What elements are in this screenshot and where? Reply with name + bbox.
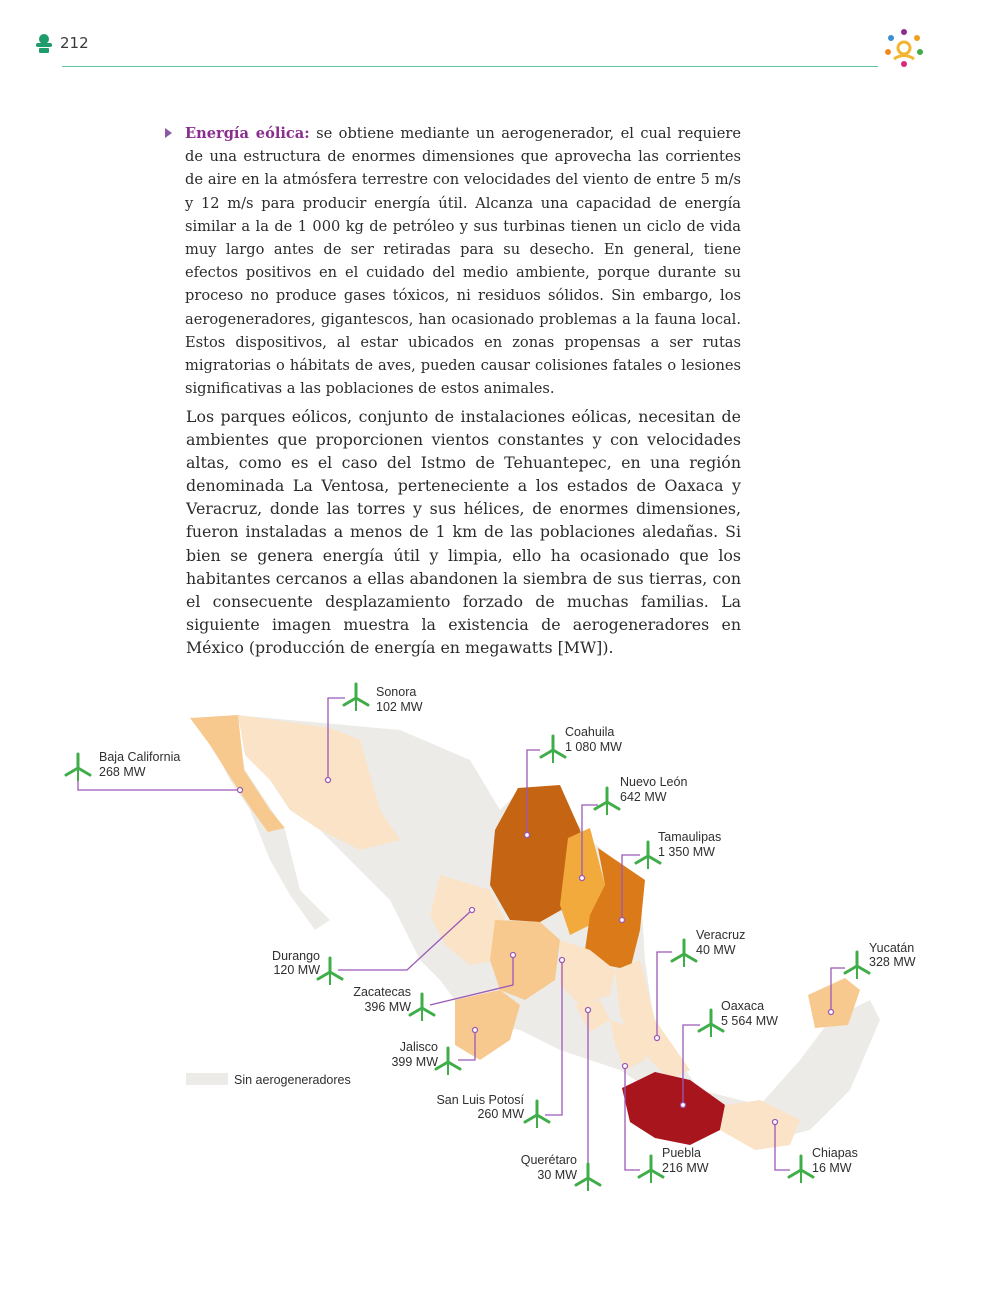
state-name: Durango [272, 949, 320, 963]
wind-turbine-icon [344, 684, 368, 711]
book-logo-icon [34, 33, 54, 55]
state-value: 328 MW [869, 955, 916, 969]
state-value: 120 MW [273, 963, 320, 977]
legend-label: Sin aerogeneradores [234, 1073, 351, 1087]
state-value: 1 350 MW [658, 845, 715, 859]
state-name: Querétaro [520, 1153, 577, 1167]
mexico-wind-map [0, 660, 986, 1220]
state-name: Veracruz [696, 928, 746, 942]
page-number: 212 [60, 34, 89, 52]
state-name: Coahuila [565, 725, 615, 739]
wind-turbine-icon [789, 1156, 813, 1183]
legend-swatch [186, 1073, 228, 1085]
state-label-zacatecas [353, 985, 411, 1014]
wind-turbine-icon [699, 1010, 723, 1037]
state-label-nuevo-leon [620, 775, 687, 804]
state-value: 268 MW [99, 765, 146, 779]
wind-turbine-icon [318, 958, 342, 985]
map-state-jalisco [455, 990, 520, 1060]
header-divider [62, 66, 878, 67]
state-name: Nuevo León [620, 775, 688, 789]
wind-turbine-icon [66, 754, 90, 781]
state-label-veracruz [696, 928, 745, 957]
state-label-yucatan [869, 941, 916, 969]
state-name: Baja California [99, 750, 181, 764]
state-value: 260 MW [477, 1107, 524, 1121]
wind-turbine-icon [410, 994, 434, 1021]
state-label-durango [272, 949, 320, 977]
wind-turbine-icon [541, 736, 565, 763]
bullet-body: se obtiene mediante un aerogenerador, el cual requiere de una estructura de enormes dimensiones que aprovecha las corrientes de aire en la atmósfera terrestre con velocidades del viento de entre 5 m/s y 12 m/s para producir energía útil. Alcanza una capacidad de energía similar a la de 1 000 kg de petróleo y sus turbinas tienen un ciclo de vida muy largo antes de ser retiradas para su desecho. En general, tiene efectos positivos en el cuidado del medio ambiente, porque durante su proceso no produce gases tóxicos, ni residuos sólidos. Sin embargo, los aerogeneradores, gigantescos, han ocasionado problemas a la fauna local. Estos dispositivos, al estar ubicados en zonas propensas a ser rutas migratorias o hábitats de aves, pueden causar colisiones fatales o lesiones significativas a las poblaciones de estos animales. [185, 125, 741, 398]
state-value: 5 564 MW [721, 1014, 778, 1028]
state-value: 1 080 MW [565, 740, 622, 754]
state-label-oaxaca [721, 999, 778, 1028]
term-heading: Energía eólica: [185, 125, 310, 142]
wind-turbine-icon [845, 952, 869, 979]
state-label-chiapas [812, 1146, 858, 1175]
state-value: 102 MW [376, 700, 423, 714]
wind-turbine-icon [595, 788, 619, 815]
state-name: Yucatán [869, 941, 915, 955]
state-label-sonora [376, 685, 423, 714]
state-name: Oaxaca [721, 999, 765, 1013]
state-value: 216 MW [662, 1161, 709, 1175]
state-name: Jalisco [399, 1040, 438, 1054]
state-name: Tamaulipas [658, 830, 722, 844]
map-state-oaxaca [622, 1072, 725, 1145]
state-value: 30 MW [537, 1168, 577, 1182]
state-label-tamaulipas [658, 830, 721, 859]
state-value: 40 MW [696, 943, 736, 957]
state-value: 16 MW [812, 1161, 852, 1175]
state-label-coahuila [565, 725, 622, 754]
bullet-paragraph [165, 122, 741, 400]
state-name: Zacatecas [353, 985, 411, 999]
state-name: Chiapas [812, 1146, 858, 1160]
body-paragraph: Los parques eólicos, conjunto de instalaciones eólicas, necesitan de ambientes que proporcionen vientos constantes y con velocidades altas, como es el caso del Istmo de Tehuantepec, en una región denominada La Ventosa, perteneciente a los estados de Oaxaca y Veracruz, donde las torres y sus hélices, de enormes dimensiones, fueron instaladas a menos de 1 km de las poblaciones aledañas. Si bien se genera energía útil y limpia, ello ha ocasionado que los habitantes cercanos a ellas abandonen la siembra de sus tierras, con el consecuente desplazamiento forzado de muchas familias. La siguiente imagen muestra la existencia de aerogeneradores en México (producción de energía en megawatts [MW]). [186, 407, 741, 657]
state-name: Sonora [376, 685, 417, 699]
decorative-flower-icon [882, 26, 926, 70]
state-label-queretaro [521, 1153, 577, 1182]
bullet-text [185, 122, 741, 400]
state-label-puebla [662, 1146, 709, 1175]
state-value: 399 MW [391, 1055, 438, 1069]
wind-turbine-icon [639, 1156, 663, 1183]
wind-turbine-icon [576, 1164, 600, 1191]
state-name: San Luis Potosí [436, 1093, 524, 1107]
state-name: Puebla [662, 1146, 701, 1160]
wind-turbine-icon [672, 940, 696, 967]
state-value: 642 MW [620, 790, 667, 804]
state-label-san-luis-potosi [436, 1093, 524, 1121]
state-value: 396 MW [364, 1000, 411, 1014]
state-label-jalisco [391, 1040, 438, 1069]
bullet-arrow-icon [165, 128, 172, 138]
state-label-baja-california [99, 750, 180, 779]
wind-turbine-icon [436, 1048, 460, 1075]
